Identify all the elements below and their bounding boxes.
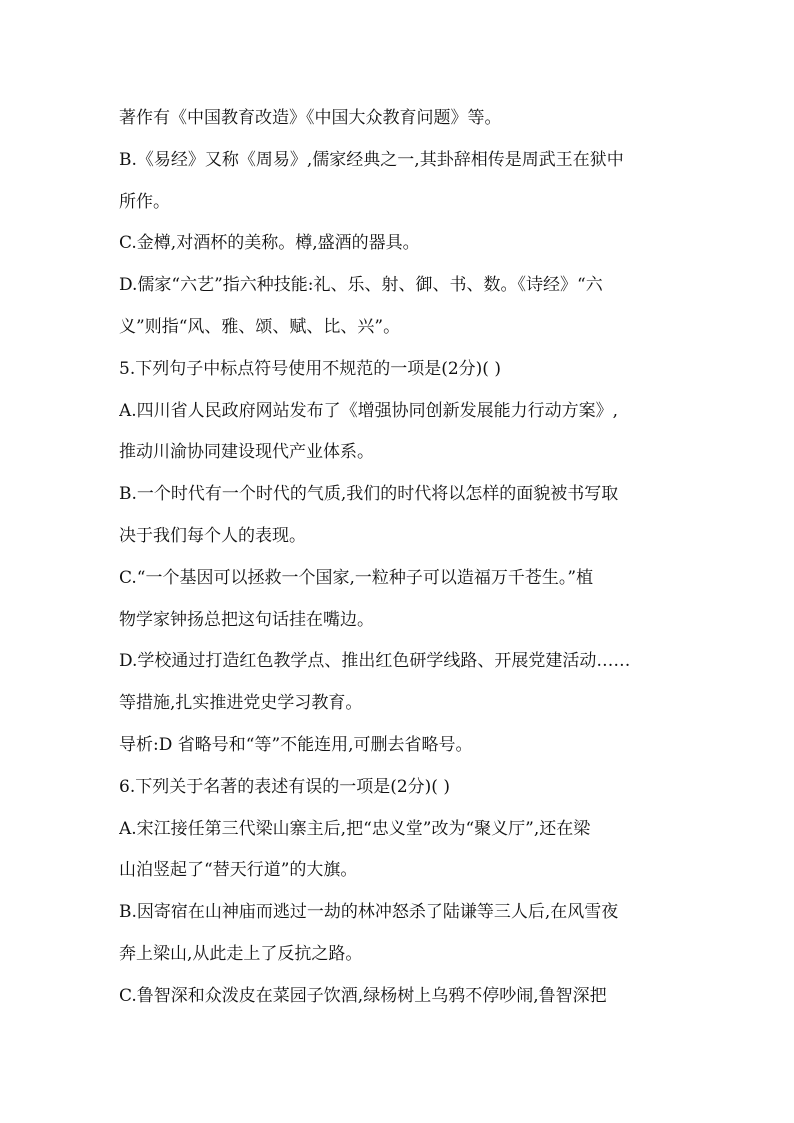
text-line: 义”则指“风、雅、颂、赋、比、兴”。 [119, 316, 401, 337]
q5-option-a: A.四川省人民政府网站发布了《增强协同创新发展能力行动方案》, [119, 400, 619, 421]
option-d-text: D.儒家“六艺”指六种技能:礼、乐、射、御、书、数。《诗经》“六 [119, 275, 603, 296]
q6-option-b: B.因寄宿在山神庙而逃过一劫的林冲怒杀了陆谦等三人后,在风雪夜 [119, 902, 619, 923]
text-line: 决于我们每个人的表现。 [119, 525, 306, 546]
text-line: 等措施,扎实推进党史学习教育。 [119, 693, 363, 714]
text-line: 山泊竖起了“替天行道”的大旗。 [119, 860, 358, 881]
question-6-stem: 6.下列关于名著的表述有误的一项是(2分)( ) [119, 776, 450, 797]
q5-option-c: C.“一个基因可以拯救一个国家,一粒种子可以造福万千苍生。”植 [119, 567, 594, 588]
document-body [119, 98, 679, 1018]
text-line: 著作有《中国教育改造》《中国大众教育问题》等。 [119, 108, 502, 128]
text-line: 物学家钟扬总把这句话挂在嘴边。 [119, 609, 374, 630]
text-line: 奔上梁山,从此走上了反抗之路。 [119, 943, 363, 964]
question-5-stem: 5.下列句子中标点符号使用不规范的一项是(2分)( ) [119, 358, 501, 379]
text-line: 推动川渝协同建设现代产业体系。 [119, 442, 374, 463]
q5-option-d: D.学校通过打造红色教学点、推出红色研学线路、开展党建活动…… [119, 651, 631, 672]
q6-option-c: C.鲁智深和众泼皮在菜园子饮酒,绿杨树上乌鸦不停吵闹,鲁智深把 [119, 985, 607, 1006]
q5-option-b: B.一个时代有一个时代的气质,我们的时代将以怎样的面貌被书写取 [119, 484, 619, 505]
q6-option-a: A.宋江接任第三代梁山寨主后,把“忠义堂”改为“聚义厅”,还在梁 [119, 818, 591, 839]
q5-analysis: 导析:D 省略号和“等”不能连用,可删去省略号。 [119, 734, 473, 755]
option-b-text: B.《易经》又称《周易》,儒家经典之一,其卦辞相传是周武王在狱中 [119, 149, 624, 170]
option-c-text: C.金樽,对酒杯的美称。樽,盛酒的器具。 [119, 233, 420, 254]
text-line: 所作。 [119, 191, 170, 212]
